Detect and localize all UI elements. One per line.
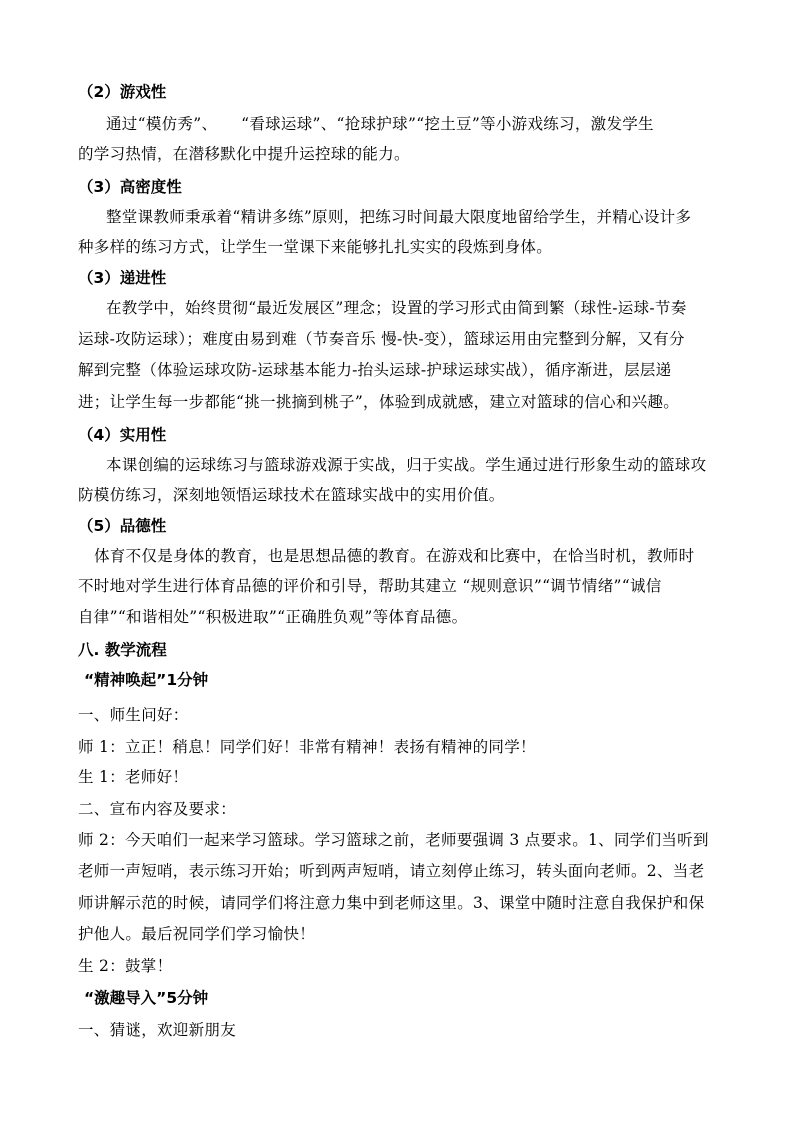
para-density-line2: 种多样的练习方式，让学生一堂课下来能够扎扎实实的段炼到身体。 — [78, 238, 553, 256]
para-progressive-line3: 解到完整（体验运球攻防-运球基本能力-抬头运球-护球运球实战），循序渐进，层层递 — [78, 361, 672, 379]
heading-game: （2）游戏性 — [78, 83, 167, 101]
student-line-2: 生 2：鼓掌！ — [78, 957, 173, 975]
para-game-line1: 通过“模仿秀”、 “看球运球”、“抢球护球”“挖土豆”等小游戏练习，激发学生 — [106, 115, 654, 133]
para-morality-line3: 自律”“和谐相处”“积极进取”“正确胜负观”等体育品德。 — [78, 608, 468, 626]
para-progressive-line2: 运球-攻防运球）；难度由易到难（节奏音乐 慢-快-变），篮球运用由完整到分解，又有分 — [78, 330, 685, 348]
stage2-title: “激趣导入”5分钟 — [84, 989, 209, 1007]
teacher-line-2d: 护他人。最后祝同学们学习愉快！ — [78, 925, 316, 943]
flow-item-1: 一、师生问好： — [78, 706, 189, 724]
para-morality-line2: 不时地对学生进行体育品德的评价和引导，帮助其建立 “规则意识”“调节情绪”“诚信 — [78, 577, 662, 595]
teacher-line-2a: 师 2：今天咱们一起来学习篮球。学习篮球之前，老师要强调 3 点要求。1、同学们当听到 — [78, 831, 709, 849]
flow-item-3: 一、猜谜，欢迎新朋友 — [78, 1021, 237, 1039]
flow-title: 八. 教学流程 — [78, 641, 167, 659]
teacher-line-1: 师 1：立正！稍息！同学们好！非常有精神！表扬有精神的同学！ — [78, 738, 536, 756]
para-practical-line1: 本课创编的运球练习与篮球游戏源于实战，归于实战。学生通过进行形象生动的篮球攻 — [106, 456, 707, 474]
heading-morality: （5）品德性 — [78, 517, 167, 535]
para-game-line2: 的学习热情，在潜移默化中提升运控球的能力。 — [78, 145, 410, 163]
para-progressive-line1: 在教学中，始终贯彻“最近发展区”理念；设置的学习形式由简到繁（球性-运球-节奏 — [106, 299, 687, 317]
heading-density: （3）高密度性 — [78, 178, 182, 196]
heading-practical: （4）实用性 — [78, 426, 167, 444]
para-practical-line2: 防模仿练习，深刻地领悟运球技术在篮球实战中的实用价值。 — [78, 486, 505, 504]
heading-progressive: （3）递进性 — [78, 269, 167, 287]
stage1-title: “精神唤起”1分钟 — [84, 671, 209, 689]
para-morality-line1: 体育不仅是身体的教育，也是思想品德的教育。在游戏和比赛中，在恰当时机，教师时 — [94, 547, 695, 565]
student-line-1: 生 1：老师好！ — [78, 768, 189, 786]
para-density-line1: 整堂课教师秉承着“精讲多练”原则，把练习时间最大限度地留给学生，并精心设计多 — [106, 208, 692, 226]
para-progressive-line4: 进；让学生每一步都能“挑一挑摘到桃子”，体验到成就感，建立对篮球的信心和兴趣。 — [78, 393, 680, 411]
teacher-line-2b: 老师一声短哨，表示练习开始；听到两声短哨，请立刻停止练习，转头面向老师。2、当老 — [78, 862, 705, 880]
flow-item-2: 二、宣布内容及要求： — [78, 800, 237, 818]
teacher-line-2c: 师讲解示范的时候，请同学们将注意力集中到老师这里。3、课堂中随时注意自我保护和保 — [78, 894, 705, 912]
